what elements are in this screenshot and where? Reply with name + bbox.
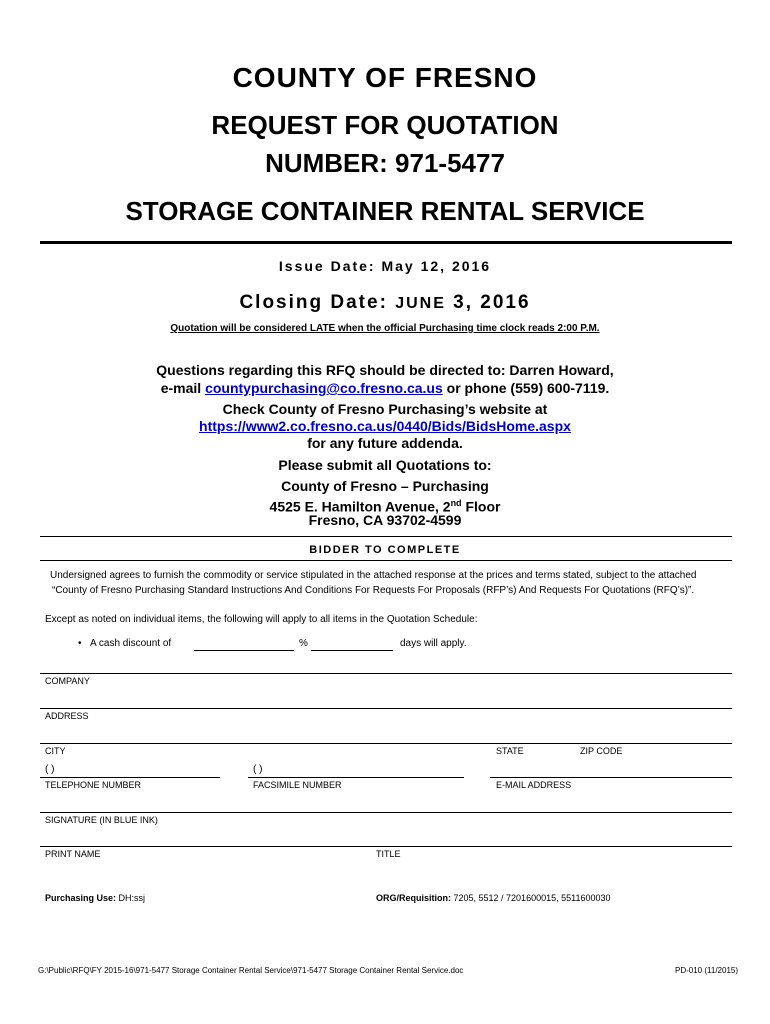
print-name-label: PRINT NAME bbox=[45, 849, 101, 859]
footer-form-number: PD-010 (11/2015) bbox=[675, 966, 738, 975]
contact-line: Questions regarding this RFQ should be directed to: Darren Howard, bbox=[156, 362, 614, 378]
discount-days-field[interactable] bbox=[311, 650, 393, 651]
cash-discount-label: A cash discount of bbox=[90, 638, 172, 649]
rfq-title: REQUEST FOR QUOTATION bbox=[211, 110, 559, 140]
website-link[interactable]: https://www2.co.fresno.ca.us/0440/Bids/BidsHome.aspx bbox=[199, 418, 571, 434]
header-divider bbox=[40, 241, 732, 244]
email-suffix: or phone (559) 600-7119. bbox=[442, 380, 610, 396]
closing-date bbox=[0, 292, 770, 314]
company-field[interactable] bbox=[40, 673, 732, 674]
closing-date-month: JUNE bbox=[395, 295, 446, 312]
facsimile-label: FACSIMILE NUMBER bbox=[253, 780, 342, 790]
closing-date-prefix: Closing Date: bbox=[239, 292, 396, 313]
address-line-2-suffix: Floor bbox=[461, 498, 501, 515]
telephone-label: TELEPHONE NUMBER bbox=[45, 780, 142, 790]
purchasing-use bbox=[45, 893, 145, 903]
state-label: STATE bbox=[496, 746, 524, 756]
title-label: TITLE bbox=[376, 849, 401, 859]
except-line: Except as noted on individual items, the following will apply to all items in the Quotation Schedule: bbox=[45, 614, 478, 625]
footer-file-path: G:\Public\RFQ\FY 2015-16\971-5477 Storage Container Rental Service\971-5477 Storage Container Rental Service.doc bbox=[38, 966, 464, 975]
website-link-line bbox=[0, 418, 770, 435]
address-line-1: County of Fresno – Purchasing bbox=[281, 478, 489, 494]
website-line: Check County of Fresno Purchasing’s website at bbox=[222, 401, 548, 417]
address-line-3: Fresno, CA 93702-4599 bbox=[308, 512, 462, 528]
email-field[interactable] bbox=[490, 777, 732, 778]
email-label: E-MAIL ADDRESS bbox=[496, 780, 572, 790]
service-title: STORAGE CONTAINER RENTAL SERVICE bbox=[125, 196, 645, 226]
submit-line: Please submit all Quotations to: bbox=[278, 457, 492, 473]
email-prefix: e-mail bbox=[160, 380, 206, 396]
telephone-paren: ( ) bbox=[45, 764, 55, 775]
county-title: COUNTY OF FRESNO bbox=[232, 62, 538, 93]
bidder-heading: BIDDER TO COMPLETE bbox=[309, 544, 461, 556]
facsimile-field[interactable] bbox=[248, 777, 464, 778]
bidder-bottom-divider bbox=[40, 560, 732, 561]
address-label: ADDRESS bbox=[45, 711, 89, 721]
email-link[interactable]: countypurchasing@co.fresno.ca.us bbox=[205, 380, 443, 396]
city-state-zip-field[interactable] bbox=[40, 743, 732, 744]
purchasing-use-value: DH:ssj bbox=[116, 893, 146, 903]
days-label: days will apply. bbox=[400, 638, 467, 649]
address-field[interactable] bbox=[40, 708, 732, 709]
bullet-dot: • bbox=[78, 638, 82, 649]
print-name-title-field[interactable] bbox=[40, 846, 732, 847]
signature-label: SIGNATURE (IN BLUE INK) bbox=[45, 815, 158, 825]
address-line-2-prefix: 4525 E. Hamilton Avenue, 2 bbox=[269, 498, 451, 515]
city-label: CITY bbox=[45, 746, 66, 756]
terms-line-2: “County of Fresno Purchasing Standard Instructions And Conditions For Requests For Proposals (RFP’s) And Requests For Quotations (RFQ’s)”. bbox=[52, 585, 695, 596]
bidder-top-divider bbox=[40, 536, 732, 537]
org-requisition-label: ORG/Requisition: bbox=[376, 893, 451, 903]
closing-date-rest: 3, 2016 bbox=[445, 292, 531, 313]
company-label: COMPANY bbox=[45, 676, 90, 686]
discount-percent-field[interactable] bbox=[194, 650, 294, 651]
terms-line-1: Undersigned agrees to furnish the commodity or service stipulated in the attached response at the prices and terms stated, subject to the attached bbox=[50, 570, 697, 581]
email-line bbox=[0, 380, 770, 397]
issue-date: Issue Date: May 12, 2016 bbox=[278, 258, 492, 274]
purchasing-use-label: Purchasing Use: bbox=[45, 893, 117, 903]
address-line-2-sup: nd bbox=[450, 498, 462, 508]
rfq-number: NUMBER: 971-5477 bbox=[265, 148, 505, 178]
telephone-field[interactable] bbox=[40, 777, 220, 778]
late-notice: Quotation will be considered LATE when the official Purchasing time clock reads 2:00 P.M. bbox=[170, 323, 600, 334]
facsimile-paren: ( ) bbox=[253, 764, 263, 775]
addenda-line: for any future addenda. bbox=[307, 435, 463, 451]
signature-field[interactable] bbox=[40, 812, 732, 813]
org-requisition bbox=[376, 893, 611, 903]
zip-label: ZIP CODE bbox=[580, 746, 623, 756]
percent-sign: % bbox=[299, 638, 308, 649]
org-requisition-value: 7205, 5512 / 7201600015, 5511600030 bbox=[451, 893, 611, 903]
